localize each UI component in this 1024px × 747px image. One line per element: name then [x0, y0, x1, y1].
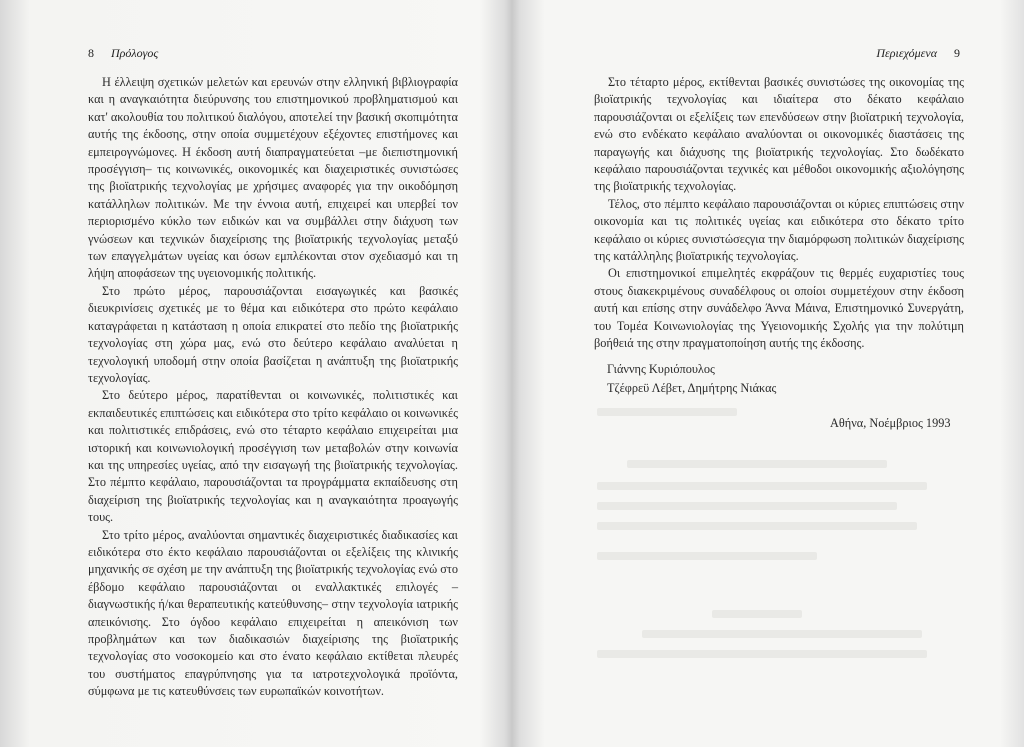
bleed-through-mark [597, 482, 927, 490]
left-page-header [88, 46, 158, 61]
bleed-through-mark [597, 522, 917, 530]
bleed-through-mark [597, 408, 737, 416]
bleed-through-mark [597, 650, 927, 658]
signature-name: Τζέφρεϋ Λέβετ, Δημήτρης Νιάκας [607, 381, 777, 395]
right-body-text [594, 74, 964, 353]
left-paragraph: Στο τρίτο μέρος, αναλύονται σημαντικές διαχειριστικές διαδικασίες και ειδικότερα στο έκτο κεφάλαιο παρουσιάζονται οι εξελίξεις της κλινικής μηχανικής σε σχέση με την ανάπτυξη της βιοϊατρικής τεχνολογίας ενώ στο έβδομο κεφάλαιο παρουσιάζονται οι εναλλακτικές επιλογές – διαγνωστικής ή/και θεραπευτικής κατεύθυνσης– στην τεχνολογία ιατρικής απεικόνισης. Στο όγδοο κεφάλαιο επιχειρείται η απεικόνιση των προβλημάτων και των διαδικασιών διαχείρισης της βιοϊατρικής τεχνολογίας στο νοσοκομείο και στο ένατο κεφάλαιο εκτίθεται πλευρές του συστήματος επαγρύπνησης για τα ιατροτεχνολογικά προϊόντα, σύμφωνα με τις κατευθύνσεις των ευρωπαϊκών κοινοτήτων. [88, 527, 458, 699]
left-page-number: 8 [88, 46, 94, 60]
right-paragraph: Οι επιστημονικοί επιμελητές εκφράζουν τις θερμές ευχαριστίες τους στους διακεκριμένους συναδέλφους οι οποίοι συμμετέχουν στην έκδοση αυτή και επίσης στην συνάδελφο Άννα Μάινα, Επιστημονικό Συνεργάτη, του Τομέα Κοινωνιολογίας της Υγειονομικής Σχολής για την πολύτιμη βοήθειά της στην πραγματοποίηση αυτής της έκδοσης. [594, 266, 964, 351]
signature-name: Γιάννης Κυριόπουλος [607, 362, 715, 376]
left-paragraph: Στο δεύτερο μέρος, παρατίθενται οι κοινωνικές, πολιτιστικές και εκπαιδευτικές επιπτώσεις και ειδικότερα στο τρίτο κεφάλαιο οι κοινωνικές και πολιτιστικές επιδράσεις, ενώ στο τέταρτο κεφάλαιο επιχειρείται μια ιστορική και κοινωνιολογική προσέγγιση των μεταβολών στην κοινωνία και της υπηρεσίες υγείας, από την εισαγωγή της βιοϊατρικής τεχνολογίας. Στο πέμπτο κεφάλαιο, παρουσιάζονται τα προγράμματα εκπαίδευσης στη διαχείριση της βιοϊατρικής τεχνολογίας και η αναγκαιότητα προαγωγής τους. [88, 388, 458, 525]
bleed-through-mark [712, 610, 802, 618]
left-paragraph: Η έλλειψη σχετικών μελετών και ερευνών στην ελληνική βιβλιογραφία και η αναγκαιότητα διεύρυνσης του επιστημονικού προβληματισμού και κατ' ακολουθία του πολιτικού διαλόγου, αποτελεί την βασική σκοπιμότητα αυτής της έκδοσης, στην οποία συμμετέχουν εξέχοντες επιστήμονες και εμπειρογνώμονες. Η έκδοση αυτή διαπραγματεύεται –με διεπιστημονική προσέγγιση– τις κοινωνικές, οικονομικές και διαχειριστικές συνιστώσες της βιοϊατρικής τεχνολογίας με χρήσιμες αναφορές για την οικοδόμηση κατάλληλων πολιτικών. Με την έννοια αυτή, επιχειρεί και υπερβεί τον περιορισμένο κύκλο των ειδικών και να συμβάλλει στην διάχυση των γνώσεων και τεχνικών διαχείρισης της βιοϊατρικής τεχνολογίας μεταξύ των επαγγελμάτων υγείας και όσων εμπλέκονται στον σχεδιασμό και τη λήψη αποφάσεων της υγειονομικής πολιτικής. [88, 75, 458, 281]
signature-block [607, 360, 776, 398]
right-paragraph: Τέλος, στο πέμπτο κεφάλαιο παρουσιάζονται οι κύριες επιπτώσεις στην οικονομία και τις πολιτικές υγείας και ειδικότερα στο δέκατο τρίτο κεφάλαιο οι κύριες συνιστώσεςγια την διαμόρφωση πολιτικών διαχείρισης της κατάλληλης βιοϊατρικής τεχνολογίας. [594, 196, 964, 264]
bleed-through-mark [642, 630, 922, 638]
right-running-head: Περιεχόμενα [876, 46, 937, 60]
left-paragraph: Στο πρώτο μέρος, παρουσιάζονται εισαγωγικές και βασικές διευκρινίσεις σχετικές με το θέμα και ειδικότερα στο πρώτο κεφάλαιο καταγράφεται η κατάσταση η οποία επικρατεί στο πεδίο της βιοϊατρικής τεχνολογίας στη χώρα μας, ενώ στο δεύτερο κεφάλαιο αναλύεται η τεχνολογική υποδομή στην οποία βασίζεται η ανάπτυξη της βιοϊατρικής τεχνολογίας. [88, 283, 458, 385]
right-page [512, 0, 1024, 747]
bleed-through-mark [597, 502, 897, 510]
bleed-through-mark [627, 460, 887, 468]
left-running-head: Πρόλογος [111, 46, 159, 60]
place-date: Αθήνα, Νοέμβριος 1993 [830, 416, 951, 430]
bleed-through-mark [597, 552, 817, 560]
right-paragraph: Στο τέταρτο μέρος, εκτίθενται βασικές συνιστώσες της οικονομίας της βιοϊατρικής τεχνολογίας και ιδιαίτερα στο δέκατο κεφάλαιο παρουσιάζονται οι εξελίξεις των επενδύσεων στην βιοϊατρική τεχνολογία, ενώ στο ενδέκατο κεφάλαιο αναλύονται οι οικονομικές διαστάσεις της παραγωγής και διάχυσης της βιοϊατρικής τεχνολογίας. Στο δωδέκατο κεφάλαιο παρουσιάζονται τεχνικές και μέθοδοι οικονομικής αξιολόγησης της βιοϊατρικής τεχνολογίας. [594, 75, 964, 194]
right-page-number: 9 [954, 46, 960, 60]
left-body-text [88, 74, 458, 701]
right-page-header [876, 46, 960, 61]
